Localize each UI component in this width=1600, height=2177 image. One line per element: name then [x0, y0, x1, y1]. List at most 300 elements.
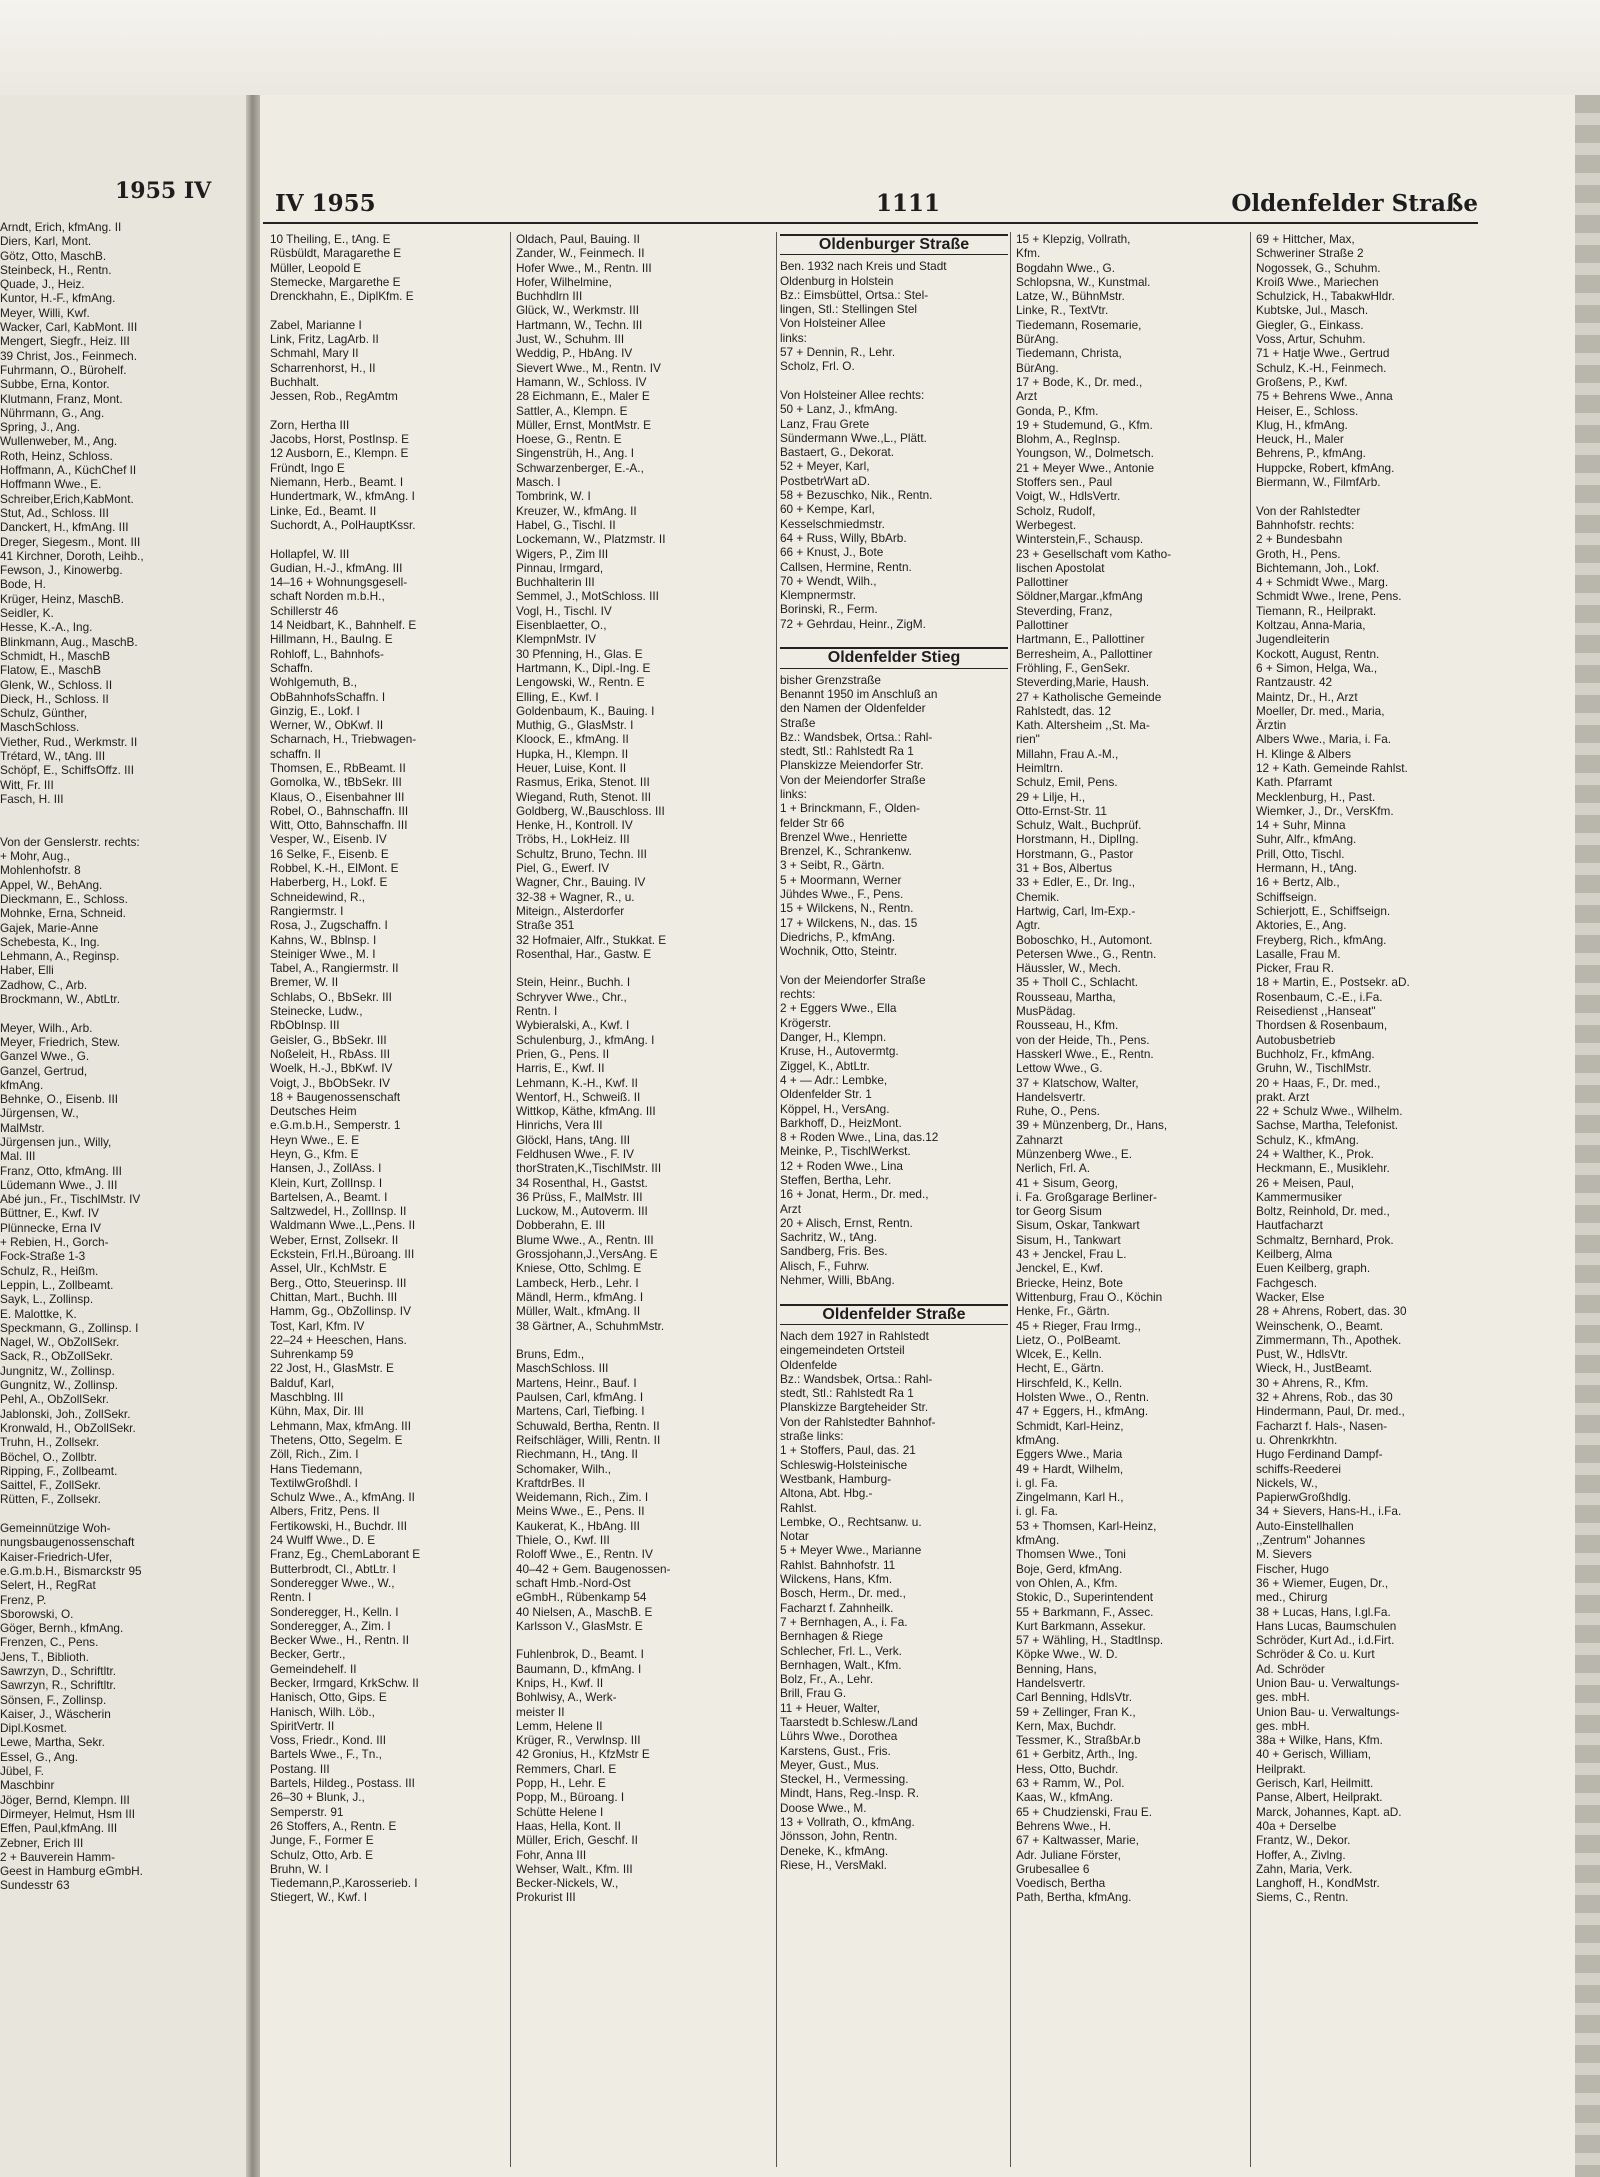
- header-section: IV 1955: [275, 190, 376, 217]
- directory-entry: Tiedemann,P.,Karosserieb. I: [270, 1876, 418, 1891]
- directory-entry: 26–30 + Blunk, J.,: [270, 1790, 365, 1805]
- directory-entry: Kath. Altersheim ,,St. Ma-: [1016, 718, 1150, 733]
- directory-entry: Blume Wwe., A., Rentn. III: [516, 1232, 654, 1247]
- directory-entry: [270, 532, 508, 546]
- directory-entry: 34 Rosenthal, H., Gastst.: [516, 1175, 648, 1190]
- directory-entry: Dirmeyer, Helmut, Hsm III: [0, 1806, 136, 1821]
- directory-entry: Diedrichs, P., kfmAng.: [780, 929, 896, 944]
- directory-entry: Müller, Walt., kfmAng. II: [516, 1304, 641, 1319]
- directory-entry: Ziggel, K., AbtLtr.: [780, 1058, 870, 1073]
- directory-entry: ges. mbH.: [1256, 1718, 1310, 1733]
- directory-entry: Horstmann, H., DiplIng.: [1016, 832, 1139, 847]
- directory-entry: Jablonski, Joh., ZollSekr.: [0, 1406, 131, 1421]
- directory-entry: Steinecke, Ludw.,: [270, 1004, 363, 1019]
- directory-entry: kfmAng.: [0, 1077, 44, 1092]
- directory-entry: Bohlwisy, A., Werk-: [516, 1690, 617, 1705]
- directory-entry: Müller, Leopold E: [270, 260, 362, 275]
- directory-entry: Bichtemann, Joh., Lokf.: [1256, 560, 1380, 575]
- directory-entry: Frantz, W., Dekor.: [1256, 1833, 1351, 1848]
- directory-entry: Bartelsen, A., Beamt. I: [270, 1189, 388, 1204]
- directory-entry: 50 + Lanz, J., kfmAng.: [780, 402, 898, 417]
- directory-entry: Horstmann, G., Pastor: [1016, 846, 1134, 861]
- directory-entry: Kath. Pfarramt: [1256, 775, 1333, 790]
- directory-entry: Suhr, Alfr., kfmAng.: [1256, 832, 1357, 847]
- directory-entry: Bz.: Eimsbüttel, Ortsa.: Stel-: [780, 287, 929, 302]
- directory-entry: Wacker, Else: [1256, 1289, 1325, 1304]
- directory-entry: Klempnermstr.: [780, 588, 857, 603]
- directory-entry: Hoese, G., Rentn. E: [516, 432, 622, 447]
- directory-entry: nungsbaugenossenschaft: [0, 1535, 135, 1550]
- directory-entry: 40a + Derselbe: [1256, 1818, 1337, 1833]
- directory-entry: Kockott, August, Rentn.: [1256, 646, 1380, 661]
- directory-entry: felder Str 66: [780, 815, 845, 830]
- directory-entry: Göger, Bernh., kfmAng.: [0, 1621, 124, 1636]
- directory-entry: [0, 806, 232, 820]
- directory-entry: 38 + Lucas, Hans, I.gl.Fa.: [1256, 1604, 1391, 1619]
- directory-entry: 15 + Wilckens, N., Rentn.: [780, 901, 914, 916]
- directory-entry: thorStraten,K.,TischlMstr. III: [516, 1161, 662, 1176]
- directory-entry: Speckmann, G., Zollinsp. I: [0, 1320, 139, 1335]
- directory-entry: Kfm.: [1016, 246, 1041, 261]
- directory-entry: i. gl. Fa.: [1016, 1475, 1058, 1490]
- directory-entry: Schulz, Walt., Buchprüf.: [1016, 818, 1142, 833]
- directory-entry: Wlcek, E., Kelln.: [1016, 1347, 1102, 1362]
- directory-entry: Rohloff, L., Bahnhofs-: [270, 646, 384, 661]
- directory-entry: Rasmus, Erika, Stenot. III: [516, 775, 650, 790]
- directory-entry: Siems, C., Rentn.: [1256, 1890, 1349, 1905]
- directory-entry: Biermann, W., FilmfArb.: [1256, 475, 1381, 490]
- directory-entry: Heyn, G., Kfm. E: [270, 1147, 359, 1161]
- directory-entry: von der Heide, Th., Pens.: [1016, 1032, 1150, 1047]
- directory-entry: Dieck, H., Schloss. II: [0, 691, 109, 706]
- directory-entry: i. gl. Fa.: [1016, 1504, 1058, 1519]
- directory-entry: Heuer, Luise, Kont. II: [516, 760, 627, 775]
- directory-entry: Heyn Wwe., E. E: [270, 1132, 360, 1147]
- directory-entry: links:: [780, 330, 807, 345]
- left-page-edge: [0, 95, 246, 2177]
- directory-entry: Jöger, Bernd, Klempn. III: [0, 1792, 130, 1807]
- directory-entry: [516, 1333, 774, 1347]
- directory-entry: Path, Bertha, kfmAng.: [1016, 1890, 1132, 1905]
- directory-entry: Klein, Kurt, ZollInsp. I: [270, 1175, 383, 1190]
- directory-entry: Schmahl, Mary II: [270, 346, 359, 361]
- directory-entry: Fachgesch.: [1256, 1275, 1317, 1290]
- directory-entry: 33 + Edler, E., Dr. Ing.,: [1016, 875, 1136, 890]
- directory-entry: Fewson, J., Kinowerbg.: [0, 563, 123, 578]
- page-number: 1111: [876, 190, 941, 217]
- directory-entry: Sawrzyn, D., Schriftltr.: [0, 1663, 117, 1678]
- directory-entry: Huppcke, Robert, kfmAng.: [1256, 460, 1395, 475]
- directory-entry: MaschSchloss. III: [516, 1361, 609, 1376]
- directory-entry: Tiedemann, Christa,: [1016, 346, 1122, 361]
- directory-entry: Schlabs, O., BbSekr. III: [270, 989, 392, 1004]
- directory-entry: Bernhagen, Walt., Kfm.: [780, 1657, 902, 1672]
- directory-entry: Gemeinnützige Woh-: [0, 1521, 111, 1536]
- directory-entry: Brenzel Wwe., Henriette: [780, 829, 908, 844]
- directory-entry: Von der Rahlstedter Bahnhof-: [780, 1414, 936, 1429]
- directory-entry: Hartmann, W., Techn. III: [516, 317, 643, 332]
- directory-entry: Thetens, Otto, Segelm. E: [270, 1432, 403, 1447]
- directory-entry: Meyer, Gust., Mus.: [780, 1757, 879, 1772]
- directory-entry: Frenzen, C., Pens.: [0, 1635, 99, 1650]
- directory-entry: Schaffn.: [270, 660, 314, 675]
- directory-entry: Schröder & Co. u. Kurt: [1256, 1647, 1375, 1662]
- directory-entry: PapierwGroßhdlg.: [1256, 1490, 1352, 1505]
- directory-entry: Hesse, K.-A., Ing.: [0, 620, 93, 635]
- directory-entry: Hans Tiedemann,: [270, 1461, 363, 1476]
- directory-entry: Tost, Karl, Kfm. IV: [270, 1318, 365, 1333]
- directory-entry: Bruhn, W. I: [270, 1861, 329, 1876]
- directory-entry: Becker, Gertr.,: [270, 1647, 346, 1662]
- directory-entry: Häussler, W., Mech.: [1016, 961, 1121, 976]
- directory-entry: Spring, J., Ang.: [0, 420, 81, 435]
- directory-entry: Wittkop, Käthe, kfmAng. III: [516, 1104, 656, 1119]
- directory-entry: Karstens, Gust., Fris.: [780, 1743, 891, 1758]
- directory-entry: 38 Gärtner, A., SchuhmMstr.: [516, 1318, 665, 1333]
- directory-entry: Arndt, Erich, kfmAng. II: [0, 220, 122, 234]
- directory-entry: Wiemker, J., Dr., VersKfm.: [1256, 803, 1394, 818]
- directory-entry: Behnke, O., Eisenb. III: [0, 1092, 119, 1107]
- directory-entry: Lemm, Helene II: [516, 1718, 603, 1733]
- directory-entry: Rentn. I: [270, 1590, 312, 1605]
- directory-entry: Pallottiner: [1016, 575, 1069, 590]
- directory-entry: Sandberg, Fris. Bes.: [780, 1244, 888, 1259]
- directory-entry: Kuntor, H.-F., kfmAng.: [0, 291, 116, 306]
- directory-entry: Hollapfel, W. III: [270, 546, 350, 561]
- directory-entry: Kaiser-Friedrich-Ufer,: [0, 1549, 113, 1564]
- directory-entry: Lockemann, W., Platzmstr. II: [516, 532, 666, 547]
- directory-entry: Köpke Wwe., W. D.: [1016, 1647, 1118, 1662]
- directory-entry: med., Chirurg: [1256, 1590, 1328, 1605]
- directory-entry: Jungnitz, W., Zollinsp.: [0, 1363, 115, 1378]
- directory-entry: Ärztin: [1256, 718, 1287, 733]
- directory-entry: Gonda, P., Kfm.: [1016, 403, 1099, 418]
- directory-entry: Otto-Ernst-Str. 11: [1016, 803, 1107, 818]
- directory-entry: Rahlst. Bahnhofstr. 11: [780, 1557, 896, 1572]
- directory-entry: Buchhalterin III: [516, 575, 595, 590]
- directory-entry: Tiemann, R., Heilprakt.: [1256, 603, 1377, 618]
- directory-entry: Selert, H., RegRat: [0, 1578, 96, 1593]
- directory-entry: Bremer, W. II: [270, 975, 339, 990]
- directory-entry: Schleswig-Holsteinische: [780, 1457, 908, 1472]
- directory-entry: Krüger, R., VerwInsp. III: [516, 1733, 641, 1748]
- directory-entry: Picker, Frau R.: [1256, 961, 1335, 976]
- directory-entry: Fründt, Ingo E: [270, 460, 345, 475]
- directory-entry: Waldmann Wwe.,L.,Pens. II: [270, 1218, 416, 1233]
- directory-entry: Nagel, W., ObZollSekr.: [0, 1335, 120, 1350]
- directory-entry: 57 + Wähling, H., StadtInsp.: [1016, 1633, 1164, 1648]
- directory-entry: BürAng.: [1016, 360, 1059, 375]
- page-header: [263, 190, 1478, 224]
- directory-entry: Von der Meiendorfer Straße: [780, 972, 926, 987]
- directory-entry: Abé jun., Fr., TischlMstr. IV: [0, 1192, 141, 1207]
- directory-entry: 26 Stoffers, A., Rentn. E: [270, 1818, 397, 1833]
- directory-entry: Werbegest.: [1016, 517, 1077, 532]
- directory-entry: Winterstein,F., Schausp.: [1016, 532, 1144, 547]
- directory-entry: bisher Grenzstraße: [780, 672, 881, 687]
- directory-entry: Diers, Karl, Mont.: [0, 234, 92, 249]
- directory-entry: Kubtske, Jul., Masch.: [1256, 303, 1369, 318]
- directory-entry: Rahlstedt, das. 12: [1016, 703, 1112, 718]
- directory-entry: Kühn, Max, Dir. III: [270, 1404, 364, 1419]
- directory-entry: 14–16 + Wohnungsgesell-: [270, 575, 408, 590]
- directory-entry: Notar: [780, 1529, 809, 1544]
- directory-entry: Martens, Heinr., Bauf. I: [516, 1375, 637, 1390]
- directory-entry: Jürgensen, W.,: [0, 1106, 79, 1121]
- directory-entry: Schulz, K.-H., Feinmech.: [1256, 360, 1387, 375]
- directory-entry: Drenckhahn, E., DiplKfm. E: [270, 289, 414, 304]
- directory-entry: Eggers Wwe., Maria: [1016, 1447, 1123, 1462]
- directory-entry: Wiegand, Ruth, Stenot. III: [516, 789, 652, 804]
- directory-entry: Robbel, K.-H., ElMont. E: [270, 861, 399, 876]
- directory-entry: Haber, Elli: [0, 963, 54, 978]
- directory-entry: Schuwald, Bertha, Rentn. II: [516, 1418, 660, 1433]
- directory-entry: Doose Wwe., M.: [780, 1800, 867, 1815]
- directory-entry: Hartwig, Carl, Im-Exp.-: [1016, 903, 1136, 918]
- directory-entry: Schultz, Bruno, Techn. III: [516, 846, 647, 861]
- directory-entry: Sawrzyn, R., Schriftltr.: [0, 1678, 117, 1693]
- directory-entry: e.G.m.b.H., Bismarckstr 95: [0, 1563, 142, 1578]
- directory-entry: 32 Hofmaier, Alfr., Stukkat. E: [516, 932, 667, 947]
- directory-entry: Hundertmark, W., kfmAng. I: [270, 489, 415, 504]
- directory-entry: Henke, Fr., Gärtn.: [1016, 1304, 1110, 1319]
- directory-entry: Semperstr. 91: [270, 1804, 344, 1819]
- directory-entry: M. Sievers: [1256, 1547, 1312, 1562]
- directory-entry: Roloff Wwe., E., Rentn. IV: [516, 1547, 653, 1562]
- directory-entry: Meinke, P., TischlWerkst.: [780, 1144, 911, 1159]
- directory-entry: [516, 961, 774, 975]
- directory-entry: rechts:: [780, 987, 816, 1002]
- directory-entry: Jübel, F.: [0, 1764, 44, 1779]
- directory-entry: Plünnecke, Erna IV: [0, 1220, 101, 1235]
- directory-entry: Reisedienst ,,Hanseat": [1256, 1004, 1376, 1019]
- directory-entry: Ad. Schröder: [1256, 1661, 1325, 1676]
- directory-entry: Borinski, R., Ferm.: [780, 602, 878, 617]
- directory-entry: Vesper, W., Eisenb. IV: [270, 832, 387, 847]
- directory-entry: Hartmann, K., Dipl.-Ing. E: [516, 660, 651, 675]
- directory-entry: Rentn. I: [516, 1004, 558, 1019]
- directory-entry: Berresheim, A., Pallottiner: [1016, 646, 1153, 661]
- directory-entry: Schillerstr 46: [270, 603, 339, 618]
- directory-entry: Sievert Wwe., M., Rentn. IV: [516, 360, 661, 375]
- directory-entry: 27 + Katholische Gemeinde: [1016, 689, 1162, 704]
- directory-entry: Frenz, P.: [0, 1592, 47, 1607]
- directory-entry: Facharzt f. Hals-, Nasen-: [1256, 1418, 1388, 1433]
- left-page-column: [0, 220, 232, 1893]
- directory-entry: MaschSchloss.: [0, 720, 80, 735]
- directory-entry: Schierjott, E., Schiffseign.: [1256, 903, 1391, 918]
- directory-entry: Sonderegger, H., Kelln. I: [270, 1604, 399, 1619]
- directory-entry: SpiritVertr. II: [270, 1718, 335, 1733]
- directory-entry: Reifschläger, Willi, Rentn. II: [516, 1432, 661, 1447]
- directory-entry: 20 + Alisch, Ernst, Rentn.: [780, 1215, 913, 1230]
- directory-entry: Zabel, Marianne I: [270, 317, 362, 332]
- directory-entry: Adr. Juliane Förster,: [1016, 1847, 1121, 1862]
- directory-entry: Rütten, F., Zollsekr.: [0, 1492, 101, 1507]
- directory-entry: Götz, Otto, MaschB.: [0, 248, 107, 263]
- directory-entry: Suhrenkamp 59: [270, 1347, 354, 1362]
- directory-entry: Fertikowski, H., Buchdr. III: [270, 1518, 408, 1533]
- directory-entry: Hinrichs, Vera III: [516, 1118, 603, 1133]
- directory-entry: Schulenburg, J., kfmAng. I: [516, 1032, 655, 1047]
- directory-entry: lingen, Stl.: Stellingen Stel: [780, 302, 918, 317]
- directory-entry: Klug, H., kfmAng.: [1256, 417, 1348, 432]
- directory-entry: 65 + Chudzienski, Frau E.: [1016, 1804, 1153, 1819]
- directory-column-2: [516, 232, 774, 1905]
- directory-entry: Lührs Wwe., Dorothea: [780, 1729, 898, 1744]
- directory-entry: Glück, W., Werkmstr. III: [516, 303, 640, 318]
- directory-entry: Woelk, H.-J., BbKwf. IV: [270, 1061, 393, 1076]
- directory-entry: 5 + Moormann, Werner: [780, 872, 902, 887]
- directory-entry: Hillmann, H., BauIng. E: [270, 632, 393, 647]
- directory-entry: Habel, G., Tischl. II: [516, 517, 616, 532]
- directory-entry: 19 + Studemund, G., Kfm.: [1016, 417, 1153, 432]
- directory-entry: Chittan, Mart., Buchh. III: [270, 1289, 398, 1304]
- directory-entry: von Ohlen, A., Kfm.: [1016, 1575, 1118, 1590]
- directory-entry: Wybieralski, A., Kwf. I: [516, 1018, 630, 1033]
- directory-entry: Altona, Abt. Hbg.-: [780, 1486, 873, 1501]
- directory-entry: 24 + Walther, K., Prok.: [1256, 1147, 1374, 1161]
- directory-entry: Balduf, Karl,: [270, 1375, 335, 1390]
- directory-entry: 7 + Bernhagen, A., i. Fa.: [780, 1614, 908, 1629]
- directory-entry: E. Malottke, K.: [0, 1306, 77, 1321]
- directory-entry: Meyer, Friedrich, Stew.: [0, 1034, 120, 1049]
- directory-entry: Von der Meiendorfer Straße: [780, 772, 926, 787]
- directory-entry: Freyberg, Rich., kfmAng.: [1256, 932, 1387, 947]
- directory-entry: Gajek, Marie-Anne: [0, 920, 99, 935]
- directory-entry: Steverding, Franz,: [1016, 603, 1113, 618]
- directory-entry: Niemann, Herb., Beamt. I: [270, 475, 404, 490]
- directory-entry: 12 + Kath. Gemeinde Rahlst.: [1256, 760, 1408, 775]
- directory-entry: 40–42 + Gem. Baugenossen-: [516, 1561, 671, 1576]
- directory-entry: Voigt, J., BbObSekr. IV: [270, 1075, 390, 1090]
- directory-entry: Franz, Otto, kfmAng. III: [0, 1163, 122, 1178]
- directory-entry: Union Bau- u. Verwaltungs-: [1256, 1704, 1400, 1719]
- directory-entry: 40 + Gerisch, William,: [1256, 1747, 1372, 1762]
- directory-entry: Piel, G., Ewerf. IV: [516, 861, 610, 876]
- directory-entry: [516, 1633, 774, 1647]
- directory-entry: Schulzick, H., TabakwHldr.: [1256, 289, 1395, 304]
- directory-entry: Von Holsteiner Allee: [780, 316, 886, 331]
- directory-entry: 12 Ausborn, E., Klempn. E: [270, 446, 409, 461]
- directory-entry: Kaas, W., kfmAng.: [1016, 1790, 1114, 1805]
- directory-entry: Singenstrüh, H., Ang. I: [516, 446, 635, 461]
- directory-column-4: [1016, 232, 1248, 1905]
- directory-entry: Bz.: Wandsbek, Ortsa.: Rahl-: [780, 1371, 933, 1386]
- directory-entry: Youngson, W., Dolmetsch.: [1016, 446, 1154, 461]
- directory-entry: Steinbeck, H., Rentn.: [0, 262, 112, 277]
- directory-entry: 37 + Klatschow, Walter,: [1016, 1075, 1139, 1090]
- directory-entry: Oldenfelder Str. 1: [780, 1087, 872, 1102]
- directory-entry: Fröhling, F., GenSekr.: [1016, 660, 1131, 675]
- directory-entry: Tabel, A., Rangiermstr. II: [270, 961, 399, 976]
- directory-entry: Junge, F., Former E: [270, 1833, 374, 1848]
- directory-entry: Eisenblaetter, O.,: [516, 618, 607, 633]
- directory-entry: Fuhlenbrok, D., Beamt. I: [516, 1647, 644, 1662]
- directory-entry: Flatow, E., MaschB: [0, 663, 101, 678]
- directory-entry: Schweriner Straße 2: [1256, 246, 1364, 261]
- directory-entry: meister II: [516, 1704, 565, 1719]
- directory-entry: 30 + Ahrens, R., Kfm.: [1256, 1375, 1369, 1390]
- directory-entry: Stoffers sen., Paul: [1016, 475, 1113, 490]
- directory-entry: 36 + Wiemer, Eugen, Dr.,: [1256, 1575, 1389, 1590]
- directory-entry: schaft Norden m.b.H.,: [270, 589, 385, 604]
- directory-entry: e.G.m.b.H., Semperstr. 1: [270, 1118, 401, 1133]
- directory-entry: + Mohr, Aug.,: [0, 849, 70, 864]
- directory-entry: Brill, Frau G.: [780, 1686, 847, 1701]
- directory-entry: 75 + Behrens Wwe., Anna: [1256, 389, 1393, 404]
- directory-entry: Panse, Albert, Heilprakt.: [1256, 1790, 1383, 1805]
- directory-entry: Schulz, R., Heißm.: [0, 1263, 99, 1278]
- directory-entry: Sönsen, F., Zollinsp.: [0, 1692, 107, 1707]
- directory-entry: Voedisch, Bertha: [1016, 1876, 1106, 1891]
- directory-entry: Truhn, H., Zollsekr.: [0, 1435, 100, 1450]
- directory-entry: Feldhusen Wwe., F. IV: [516, 1147, 635, 1161]
- directory-entry: 16 + Jonat, Herm., Dr. med.,: [780, 1187, 929, 1202]
- directory-entry: Zimmermann, Th., Apothek.: [1256, 1332, 1402, 1347]
- directory-entry: 14 + Suhr, Minna: [1256, 818, 1346, 833]
- directory-entry: 22 + Schulz Wwe., Wilhelm.: [1256, 1104, 1403, 1119]
- directory-entry: ObBahnhofsSchaffn. I: [270, 689, 386, 704]
- directory-entry: Wagner, Chr., Bauing. IV: [516, 875, 646, 890]
- directory-entry: Bastaert, G., Dekorat.: [780, 445, 895, 460]
- directory-entry: Pehl, A., ObZollSekr.: [0, 1392, 109, 1407]
- directory-entry: 45 + Rieger, Frau Irmg.,: [1016, 1318, 1141, 1333]
- directory-entry: Sborowski, O.: [0, 1606, 74, 1621]
- directory-entry: Meyer, Wilh., Arb.: [0, 1020, 93, 1035]
- directory-entry: Schwarzenberger, E.-A.,: [516, 460, 644, 475]
- directory-entry: Knips, H., Kwf. II: [516, 1675, 604, 1690]
- directory-entry: Tombrink, W. I: [516, 489, 591, 504]
- directory-entry: Schebesta, K., Ing.: [0, 934, 100, 949]
- directory-entry: Zebner, Erich III: [0, 1835, 84, 1850]
- directory-entry: Goldenbaum, K., Bauing. I: [516, 703, 655, 718]
- directory-entry: Gudian, H.-J., kfmAng. III: [270, 560, 403, 575]
- directory-entry: Goldberg, W.,Bauschloss. III: [516, 803, 665, 818]
- directory-entry: Kaiser, J., Wäscherin: [0, 1706, 111, 1721]
- directory-entry: 21 + Meyer Wwe., Antonie: [1016, 460, 1155, 475]
- directory-entry: u. Ohrenkrkhtn.: [1256, 1432, 1338, 1447]
- directory-entry: Hoffer, A., Zivlng.: [1256, 1847, 1346, 1862]
- directory-entry: Scholz, Rudolf,: [1016, 503, 1096, 518]
- directory-entry: Wittenburg, Frau O., Köchin: [1016, 1289, 1163, 1304]
- directory-entry: Groth, H., Pens.: [1256, 546, 1341, 561]
- directory-entry: Martens, Carl, Tiefbing. I: [516, 1404, 645, 1419]
- directory-entry: Buchholz, Fr., kfmAng.: [1256, 1046, 1375, 1061]
- directory-entry: Schlopsna, W., Kunstmal.: [1016, 274, 1151, 289]
- directory-entry: Viether, Rud., Werkmstr. II: [0, 734, 138, 749]
- directory-entry: Kahns, W., Bblnsp. I: [270, 932, 377, 947]
- directory-entry: Hofer, Wilhelmine,: [516, 274, 612, 289]
- directory-entry: Weidemann, Rich., Zim. I: [516, 1490, 649, 1505]
- directory-entry: Lasalle, Frau M.: [1256, 946, 1341, 961]
- directory-entry: Planskizze Meiendorfer Str.: [780, 758, 924, 773]
- directory-entry: Büttner, E., Kwf. IV: [0, 1206, 100, 1221]
- directory-entry: Scharrenhorst, H., II: [270, 360, 376, 375]
- directory-entry: Lüdemann Wwe., J. III: [0, 1177, 118, 1192]
- directory-entry: Scharnach, H., Triebwagen-: [270, 732, 417, 747]
- directory-entry: Kurt Barkmann, Assekur.: [1016, 1618, 1146, 1633]
- directory-entry: Arzt: [1016, 389, 1037, 404]
- directory-entry: Kaukerat, K., HbAng. III: [516, 1518, 640, 1533]
- directory-entry: Meins Wwe., E., Pens. II: [516, 1504, 645, 1519]
- directory-entry: Hamm, Gg., ObZollinsp. IV: [270, 1304, 411, 1319]
- directory-entry: Hofer Wwe., M., Rentn. III: [516, 260, 652, 275]
- directory-entry: Sattler, A., Klempn. E: [516, 403, 628, 418]
- directory-entry: 31 + Bos, Albertus: [1016, 861, 1113, 876]
- directory-entry: Steiniger Wwe., M. I: [270, 946, 376, 961]
- directory-entry: 3 + Seibt, R., Gärtn.: [780, 858, 885, 873]
